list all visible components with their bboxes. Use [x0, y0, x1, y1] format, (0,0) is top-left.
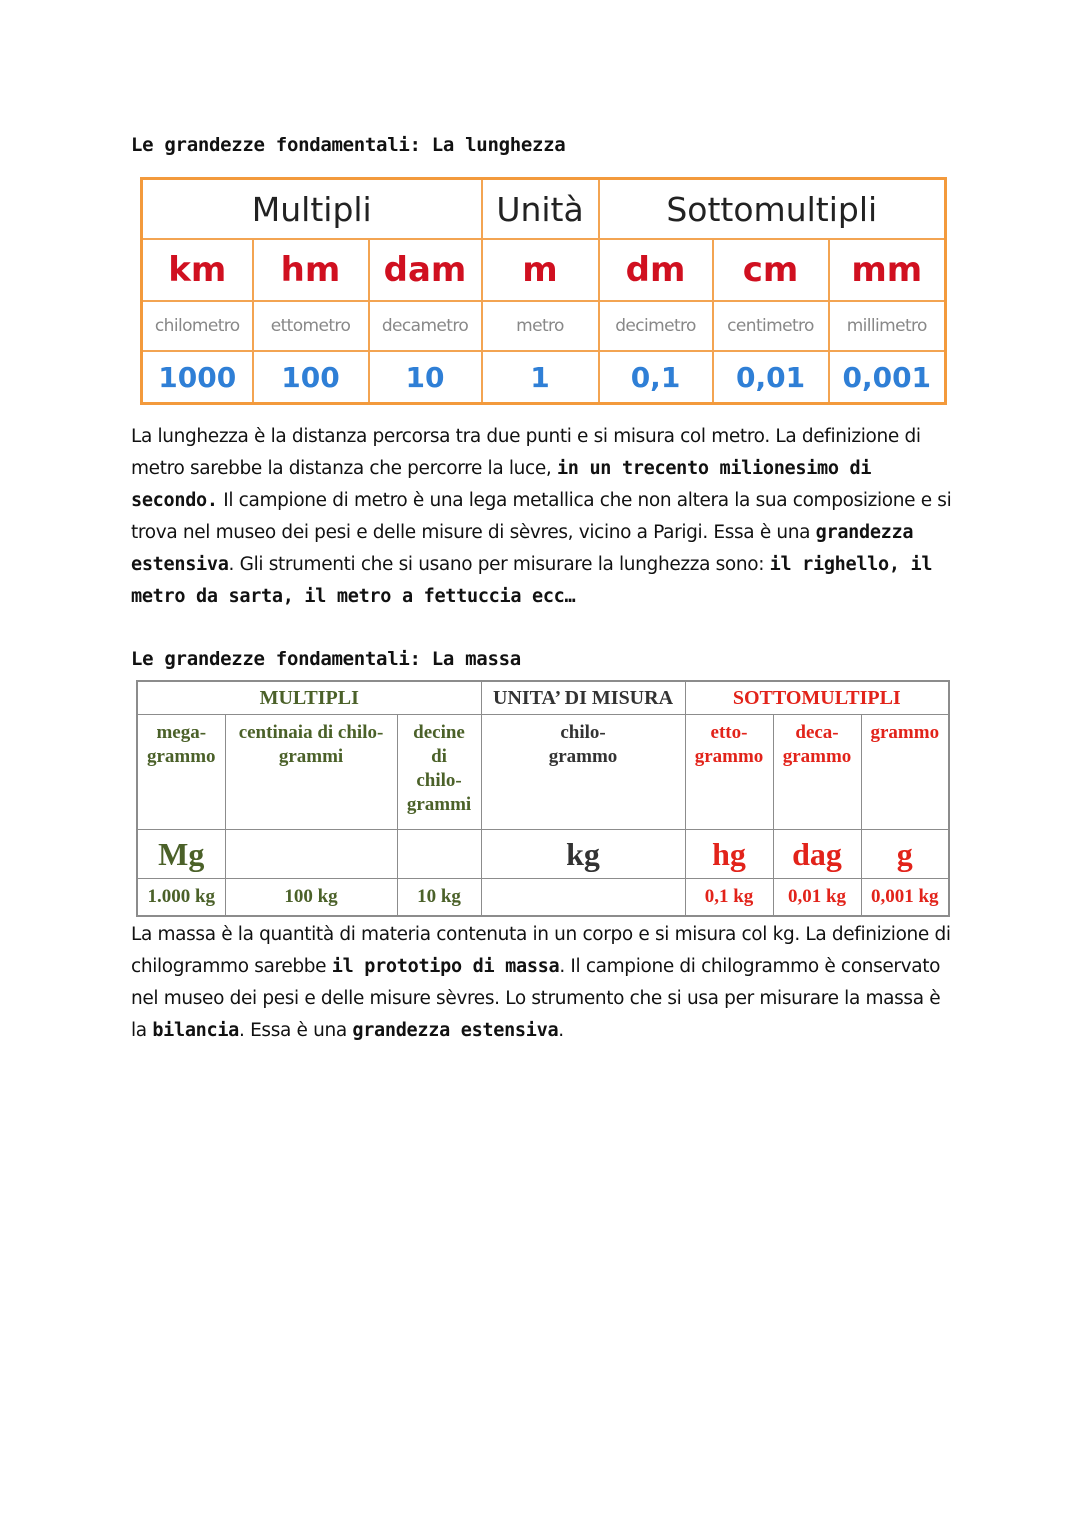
name-cell: millimetro: [829, 301, 946, 351]
bold-run: in un trecento milionesimo di secondo.: [131, 458, 872, 511]
bold-run: grandezza estensiva: [352, 1020, 559, 1041]
symbol-cell: [225, 830, 397, 879]
name-line: deca-: [795, 722, 839, 743]
name-line: grammo: [694, 746, 764, 767]
name-cell: decimetro: [599, 301, 713, 351]
symbol-cell: cm: [713, 239, 829, 301]
value-cell: 10: [369, 351, 482, 404]
name-line: grammi: [406, 794, 472, 815]
group-multipli: MULTIPLI: [137, 681, 481, 715]
length-paragraph: [131, 421, 961, 613]
value-cell: 1: [482, 351, 599, 404]
value-cell: 0,01 kg: [773, 879, 861, 917]
name-line: centinaia di chilo-: [238, 722, 384, 743]
name-cell: centimetro: [713, 301, 829, 351]
symbol-cell: hm: [253, 239, 369, 301]
symbol-cell: m: [482, 239, 599, 301]
text-run: . Essa è una: [239, 1020, 353, 1041]
name-line: chilo-: [416, 770, 462, 791]
symbol-cell: kg: [481, 830, 685, 879]
value-cell: 0,1: [599, 351, 713, 404]
group-unita-di-misura: UNITA’ DI MISURA: [481, 681, 685, 715]
name-cell: [225, 715, 397, 830]
heading-length: Le grandezze fondamentali: La lunghezza: [131, 134, 566, 156]
mass-units-table: [136, 680, 950, 917]
symbol-cell: [397, 830, 481, 879]
name-cell: chilometro: [142, 301, 253, 351]
name-cell: metro: [482, 301, 599, 351]
name-line: chilo-: [560, 722, 606, 743]
bold-run: grandezza estensiva: [131, 522, 914, 575]
value-cell: [481, 879, 685, 917]
name-cell: [137, 715, 225, 830]
group-sottomultipli: Sottomultipli: [599, 179, 946, 240]
value-cell: 0,001: [829, 351, 946, 404]
name-line: grammo: [548, 746, 618, 767]
text-run: . Gli strumenti che si usano per misurare la lunghezza sono:: [228, 554, 770, 575]
mass-paragraph: [131, 919, 961, 1047]
name-line: decine: [413, 722, 465, 743]
name-line: mega-: [156, 722, 207, 743]
name-line: di: [431, 746, 447, 767]
value-cell: 100: [253, 351, 369, 404]
value-cell: 100 kg: [225, 879, 397, 917]
value-cell: 0,01: [713, 351, 829, 404]
symbol-cell: dm: [599, 239, 713, 301]
value-cell: 1000: [142, 351, 253, 404]
symbol-cell: km: [142, 239, 253, 301]
length-units-table: [140, 177, 947, 405]
value-cell: 10 kg: [397, 879, 481, 917]
symbol-cell: Mg: [137, 830, 225, 879]
name-line: grammo: [870, 722, 940, 743]
name-cell: [397, 715, 481, 830]
bold-run: il righello, il metro da sarta, il metro a fettuccia ecc…: [131, 554, 933, 607]
bold-run: bilancia: [152, 1020, 240, 1041]
heading-mass: Le grandezze fondamentali: La massa: [131, 648, 521, 670]
symbol-cell: hg: [685, 830, 773, 879]
name-cell: [481, 715, 685, 830]
group-multipli: Multipli: [142, 179, 482, 240]
name-cell: [773, 715, 861, 830]
text-run: La massa è la quantità di materia contenuta in un corpo e si misura col kg. La definizione di chilogrammo sarebbe: [131, 924, 951, 977]
value-cell: 1.000 kg: [137, 879, 225, 917]
name-line: etto-: [710, 722, 748, 743]
group-sottomultipli: SOTTOMULTIPLI: [685, 681, 949, 715]
bold-run: il prototipo di massa: [331, 956, 560, 977]
name-cell: [861, 715, 949, 830]
text-run: .: [558, 1020, 564, 1041]
name-line: grammi: [278, 746, 344, 767]
name-cell: ettometro: [253, 301, 369, 351]
value-cell: 0,1 kg: [685, 879, 773, 917]
symbol-cell: dag: [773, 830, 861, 879]
text-run: La lunghezza è la distanza percorsa tra due punti e si misura col metro. La definizione di metro sarebbe la distanza che percorre la luce,: [131, 426, 921, 479]
group-unita: Unità: [482, 179, 599, 240]
value-cell: 0,001 kg: [861, 879, 949, 917]
name-cell: decametro: [369, 301, 482, 351]
symbol-cell: mm: [829, 239, 946, 301]
text-run: . Il campione di chilogrammo è conservato nel museo dei pesi e delle misure sèvres. Lo strumento che si usa per misurare la massa è la: [131, 956, 941, 1041]
text-run: Il campione di metro è una lega metallica che non altera la sua composizione e si trova nel museo dei pesi e delle misure di sèvres, vicino a Parigi. Essa è una: [131, 490, 952, 543]
name-line: grammo: [146, 746, 216, 767]
symbol-cell: dam: [369, 239, 482, 301]
symbol-cell: g: [861, 830, 949, 879]
name-cell: [685, 715, 773, 830]
name-line: grammo: [782, 746, 852, 767]
